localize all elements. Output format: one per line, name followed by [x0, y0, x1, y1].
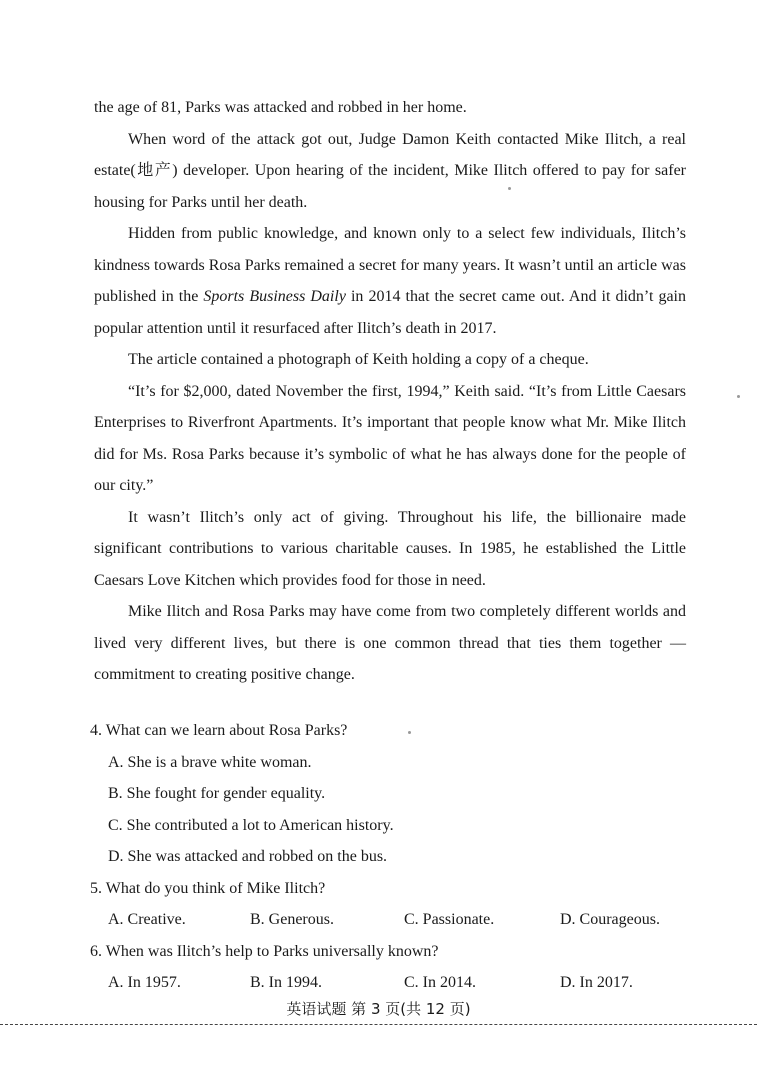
- question-5-options: [108, 904, 690, 936]
- paragraph-5: “It’s for $2,000, dated November the first, 1994,” Keith said. “It’s from Little Caesars Enterprises to Riverfront Apartments. It’s important that people know what Mr. Mike Ilitch did for Ms. Rosa Parks because it’s symbolic of what he has always done for the people of our city.”: [94, 382, 686, 494]
- question-5-option-c: C. Passionate.: [404, 911, 495, 928]
- question-4-option-a: A. She is a brave white woman.: [108, 753, 312, 771]
- question-5-option-a: A. Creative.: [108, 911, 186, 928]
- paragraph-1: the age of 81, Parks was attacked and robbed in her home.: [94, 99, 467, 116]
- question-5-option-b: B. Generous.: [250, 911, 334, 928]
- paragraph-6: It wasn’t Ilitch’s only act of giving. Throughout his life, the billionaire made significant contributions to various charitable causes. In 1985, he established the Little Caesars Love Kitchen which provides food for those in need.: [94, 508, 686, 589]
- question-6-options: [108, 967, 690, 999]
- scan-speck: [408, 731, 411, 734]
- paragraph-4: The article contained a photograph of Keith holding a copy of a cheque.: [128, 351, 589, 368]
- paragraph-3-part-a: Hidden from public knowledge, and known only to a select few individuals, Ilitch’s kindness towards Rosa Parks remained a secret for many years. It wasn’t until an article was published in the: [94, 225, 686, 305]
- reading-passage: [94, 92, 686, 691]
- question-5-option-d: D. Courageous.: [560, 911, 660, 928]
- page-footer: 英语试题 第 3 页(共 12 页): [286, 1000, 471, 1018]
- questions: [90, 715, 690, 999]
- scan-speck: [737, 395, 740, 398]
- paragraph-2: When word of the attack got out, Judge Damon Keith contacted Mike Ilitch, a real estate(地产) developer. Upon hearing of the incident, Mike Ilitch offered to pay for safer housing for Parks until her death.: [94, 130, 686, 211]
- question-6-option-c: C. In 2014.: [404, 974, 476, 991]
- question-4-stem: 4. What can we learn about Rosa Parks?: [90, 722, 348, 739]
- question-6-option-a: A. In 1957.: [108, 974, 181, 991]
- cut-line-divider: [0, 1024, 757, 1026]
- question-6-option-b: B. In 1994.: [250, 974, 322, 991]
- newspaper-title: Sports Business Daily: [203, 288, 346, 305]
- paragraph-3: [94, 218, 686, 344]
- question-6-option-d: D. In 2017.: [560, 974, 633, 991]
- scan-speck: [508, 187, 511, 190]
- question-6-stem: 6. When was Ilitch’s help to Parks universally known?: [90, 942, 439, 960]
- question-4-option-d: D. She was attacked and robbed on the bus.: [108, 848, 388, 865]
- question-4-option-b: B. She fought for gender equality.: [108, 785, 326, 802]
- question-5-stem: 5. What do you think of Mike Ilitch?: [90, 879, 326, 897]
- paragraph-7: Mike Ilitch and Rosa Parks may have come from two completely different worlds and lived very different lives, but there is one common thread that ties them together — commitment to creating positive change.: [94, 603, 686, 683]
- paragraph-3-part-b: in 2014 that the secret came out. And it didn’t gain popular attention until it resurfaced after Ilitch’s death in 2017.: [94, 288, 686, 337]
- question-4-option-c: C. She contributed a lot to American history.: [108, 816, 394, 834]
